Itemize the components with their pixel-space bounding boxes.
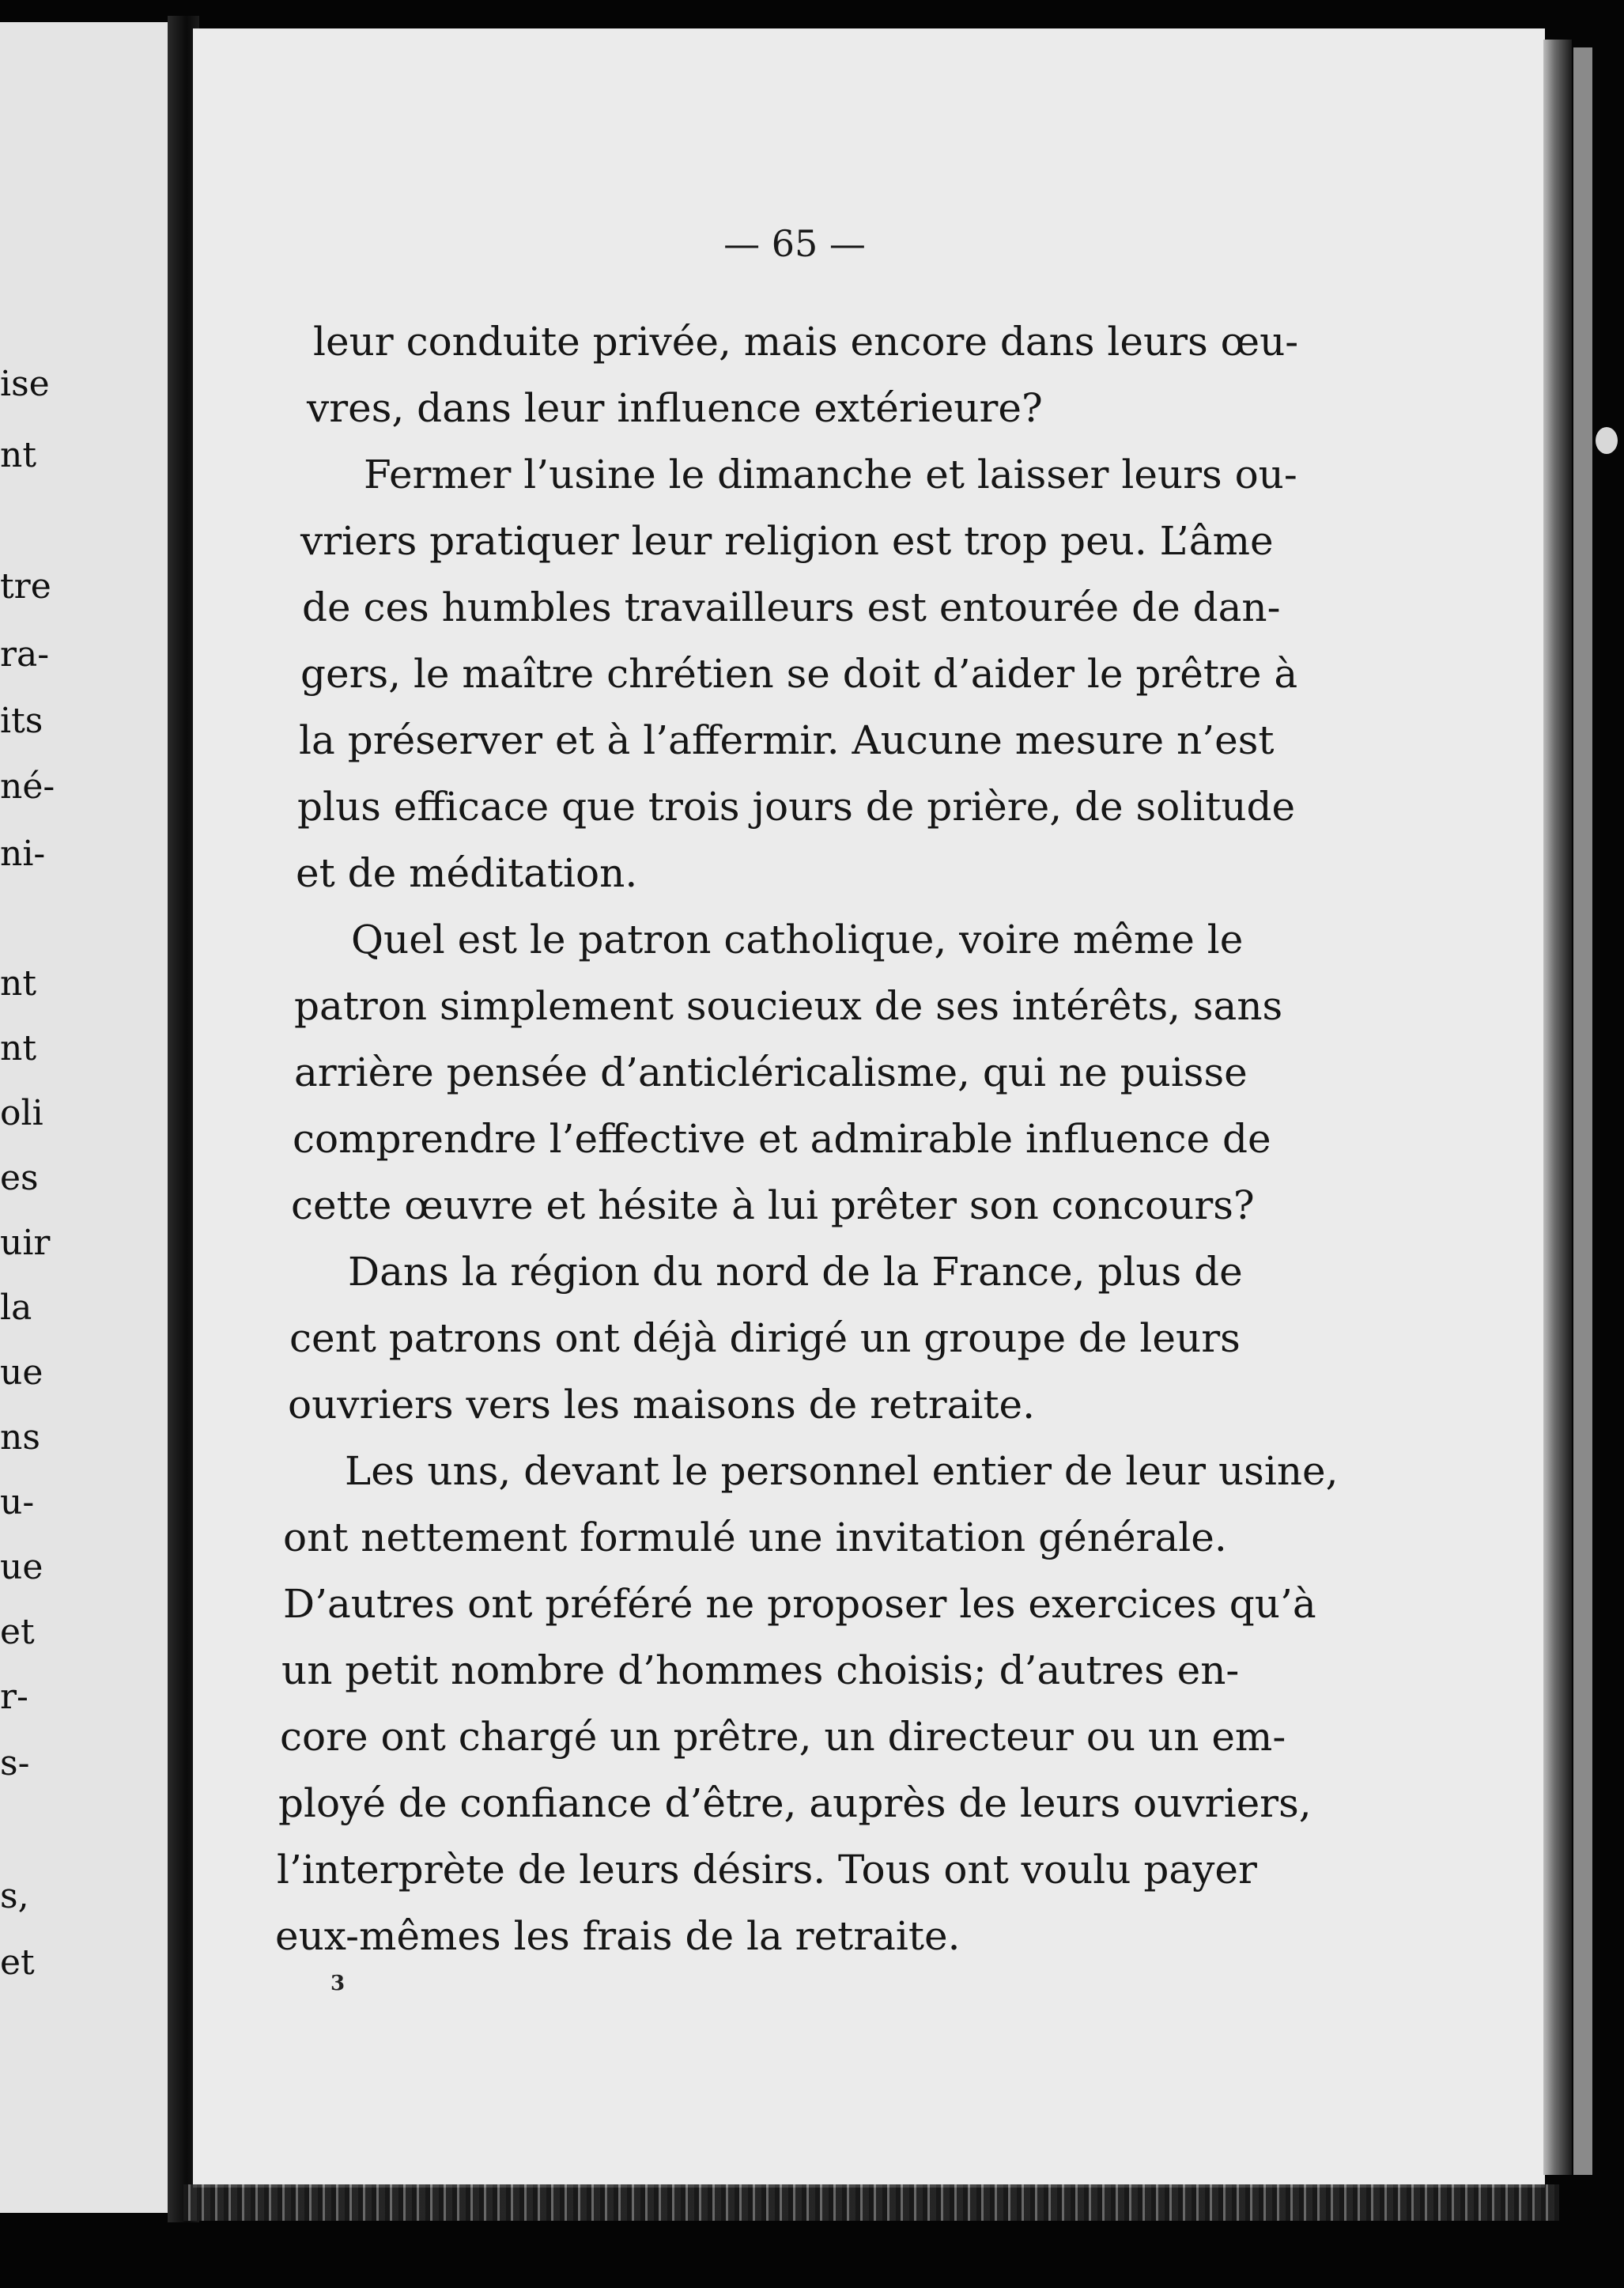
text-line: eux-mêmes les frais de la retraite. [275, 1913, 961, 1959]
text-line: vres, dans leur influence extérieure? [307, 385, 1043, 431]
text-line: cent patrons ont déjà dirigé un groupe de leurs [289, 1315, 1241, 1361]
text-line: plus efficace que trois jours de prière, de solitude [297, 784, 1296, 830]
text-line: patron simplement soucieux de ses intérêts, sans [294, 983, 1283, 1029]
text-line: Quel est le patron catholique, voire même le [351, 917, 1244, 962]
text-line: D’autres ont préféré ne proposer les exercices qu’à [283, 1581, 1316, 1627]
facing-page-line: ra- [0, 637, 50, 672]
text-line: core ont chargé un prêtre, un directeur ou un em- [280, 1714, 1286, 1760]
text-line: arrière pensée d’anticléricalisme, qui ne puisse [294, 1049, 1248, 1095]
signature-mark: 3 [330, 1972, 346, 1995]
facing-page-line: ue [0, 1550, 43, 1585]
facing-page-line: oli [0, 1096, 43, 1131]
back-cover-edge [1573, 47, 1592, 2175]
text-line: ont nettement formulé une invitation générale. [283, 1515, 1227, 1560]
paper-speck [1596, 427, 1618, 454]
facing-page-line: ue [0, 1356, 43, 1390]
facing-page-line: ise [0, 367, 50, 402]
facing-page-line: es [0, 1161, 39, 1196]
text-line: gers, le maître chrétien se doit d’aider le prêtre à [300, 651, 1298, 697]
facing-page-line: ni- [0, 837, 46, 872]
facing-page-line: u- [0, 1485, 35, 1520]
facing-page-line: la [0, 1291, 32, 1326]
text-line: la préserver et à l’affermir. Aucune mesure n’est [299, 717, 1275, 763]
facing-page-line: r- [0, 1680, 28, 1715]
text-line: ouvriers vers les maisons de retraite. [288, 1382, 1035, 1428]
text-line: de ces humbles travailleurs est entourée de dan- [302, 584, 1281, 630]
facing-page-line: tre [0, 569, 51, 604]
facing-page-line: s- [0, 1746, 30, 1781]
facing-page-line: s, [0, 1879, 29, 1914]
facing-page-line: nt [0, 438, 37, 473]
facing-page-line: et [0, 1615, 35, 1650]
facing-page-line: ns [0, 1420, 40, 1455]
text-line: Dans la région du nord de la France, plus de [348, 1249, 1243, 1295]
facing-page [0, 22, 168, 2213]
facing-page-line: nt [0, 966, 37, 1001]
facing-page-line: its [0, 704, 43, 739]
page-bottom-edge [183, 2184, 1559, 2221]
text-line: l’interprète de leurs désirs. Tous ont voulu payer [277, 1847, 1257, 1893]
text-line: Les uns, devant le personnel entier de leur usine, [345, 1448, 1339, 1494]
text-line: et de méditation. [296, 850, 638, 896]
text-line: ployé de confiance d’être, auprès de leurs ouvriers, [278, 1780, 1312, 1826]
text-line: Fermer l’usine le dimanche et laisser leurs ou- [364, 452, 1297, 497]
facing-page-line: nt [0, 1031, 37, 1066]
text-line: vriers pratiquer leur religion est trop peu. L’âme [300, 518, 1274, 564]
facing-page-line: né- [0, 770, 55, 804]
text-line: cette œuvre et hésite à lui prêter son concours? [291, 1182, 1255, 1228]
text-line: leur conduite privée, mais encore dans leurs œu- [313, 319, 1299, 365]
facing-page-line: et [0, 1946, 35, 1980]
facing-page-line: uir [0, 1226, 51, 1261]
page-number: — 65 — [723, 222, 866, 265]
text-line: comprendre l’effective et admirable influence de [293, 1116, 1271, 1162]
text-line: un petit nombre d’hommes choisis; d’autres en- [281, 1647, 1240, 1693]
page-edge [1543, 40, 1572, 2175]
